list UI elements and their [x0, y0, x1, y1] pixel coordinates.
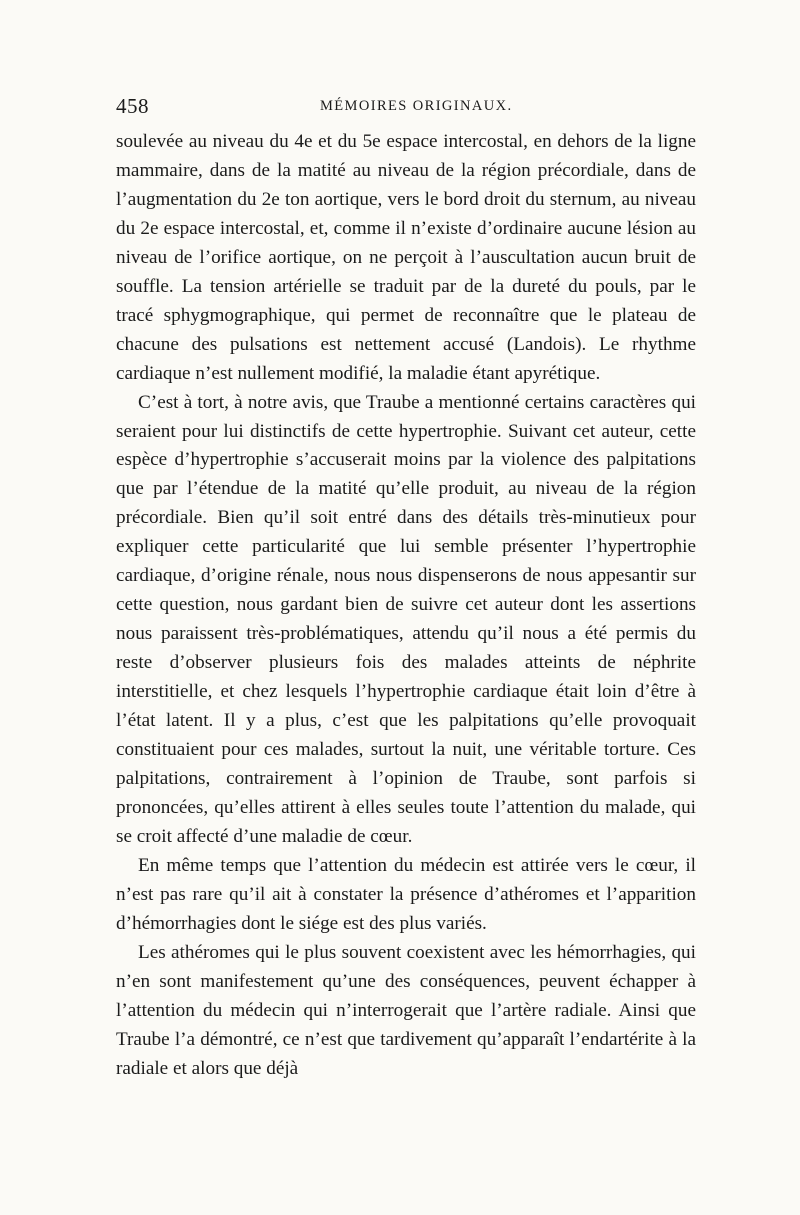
page-header	[116, 94, 696, 126]
running-head: MÉMOIRES ORIGINAUX.	[320, 98, 513, 114]
paragraph-2: C’est à tort, à notre avis, que Traube a mentionné certains caractères qui seraient pour lui distinctifs de cette hypertrophie. Suivant cet auteur, cette espèce d’hypertrophie s’accuserait moins par la violence des palpitations que par l’étendue de la matité qu’elle produit, au niveau de la région précordiale. Bien qu’il soit entré dans des détails très-minutieux pour expliquer cette particularité que lui semble présenter l’hypertrophie cardiaque, d’origine rénale, nous nous dispenserons de nous appesantir sur cette question, nous gardant bien de suivre cet auteur dont les assertions nous paraissent très-problématiques, attendu qu’il nous a été permis du reste d’observer plusieurs fois des malades atteints de néphrite interstitielle, et chez lesquels l’hypertrophie cardiaque était loin d’être à l’état latent. Il y a plus, c’est que les palpitations qu’elle provoquait constituaient pour ces malades, surtout la nuit, une véritable torture. Ces palpitations, contrairement à l’opinion de Traube, sont parfois si prononcées, qu’elles attirent à elles seules toute l’attention du malade, qui se croit affecté d’une maladie de cœur.	[116, 391, 696, 847]
page-number: 458	[116, 94, 149, 118]
paragraph-1: soulevée au niveau du 4e et du 5e espace intercostal, en dehors de la ligne mammaire, dans de la matité au niveau de la région précordiale, dans de l’augmentation du 2e ton aortique, vers le bord droit du sternum, au niveau du 2e espace intercostal, et, comme il n’existe d’ordinaire aucune lésion au niveau de l’orifice aortique, on ne perçoit à l’auscultation aucun bruit de souffle. La tension artérielle se traduit par de la dureté du pouls, par le tracé sphygmographique, qui permet de reconnaître que le plateau de chacune des pulsations est nettement accusé (Landois). Le rhythme cardiaque n’est nullement modifié, la maladie étant apyrétique.	[116, 131, 696, 384]
body-text	[116, 128, 696, 1083]
paragraph-4: Les athéromes qui le plus souvent coexistent avec les hémorrhagies, qui n’en sont manifestement qu’une des conséquences, peuvent échapper à l’attention du médecin qui n’interrogerait que l’artère radiale. Ainsi que Traube l’a démontré, ce n’est que tardivement qu’apparaît l’endartérite à la radiale et alors que déjà	[116, 941, 696, 1079]
paragraph-3: En même temps que l’attention du médecin est attirée vers le cœur, il n’est pas rare qu’il ait à constater la présence d’athéromes et l’apparition d’hémorrhagies dont le siége est des plus variés.	[116, 854, 696, 934]
